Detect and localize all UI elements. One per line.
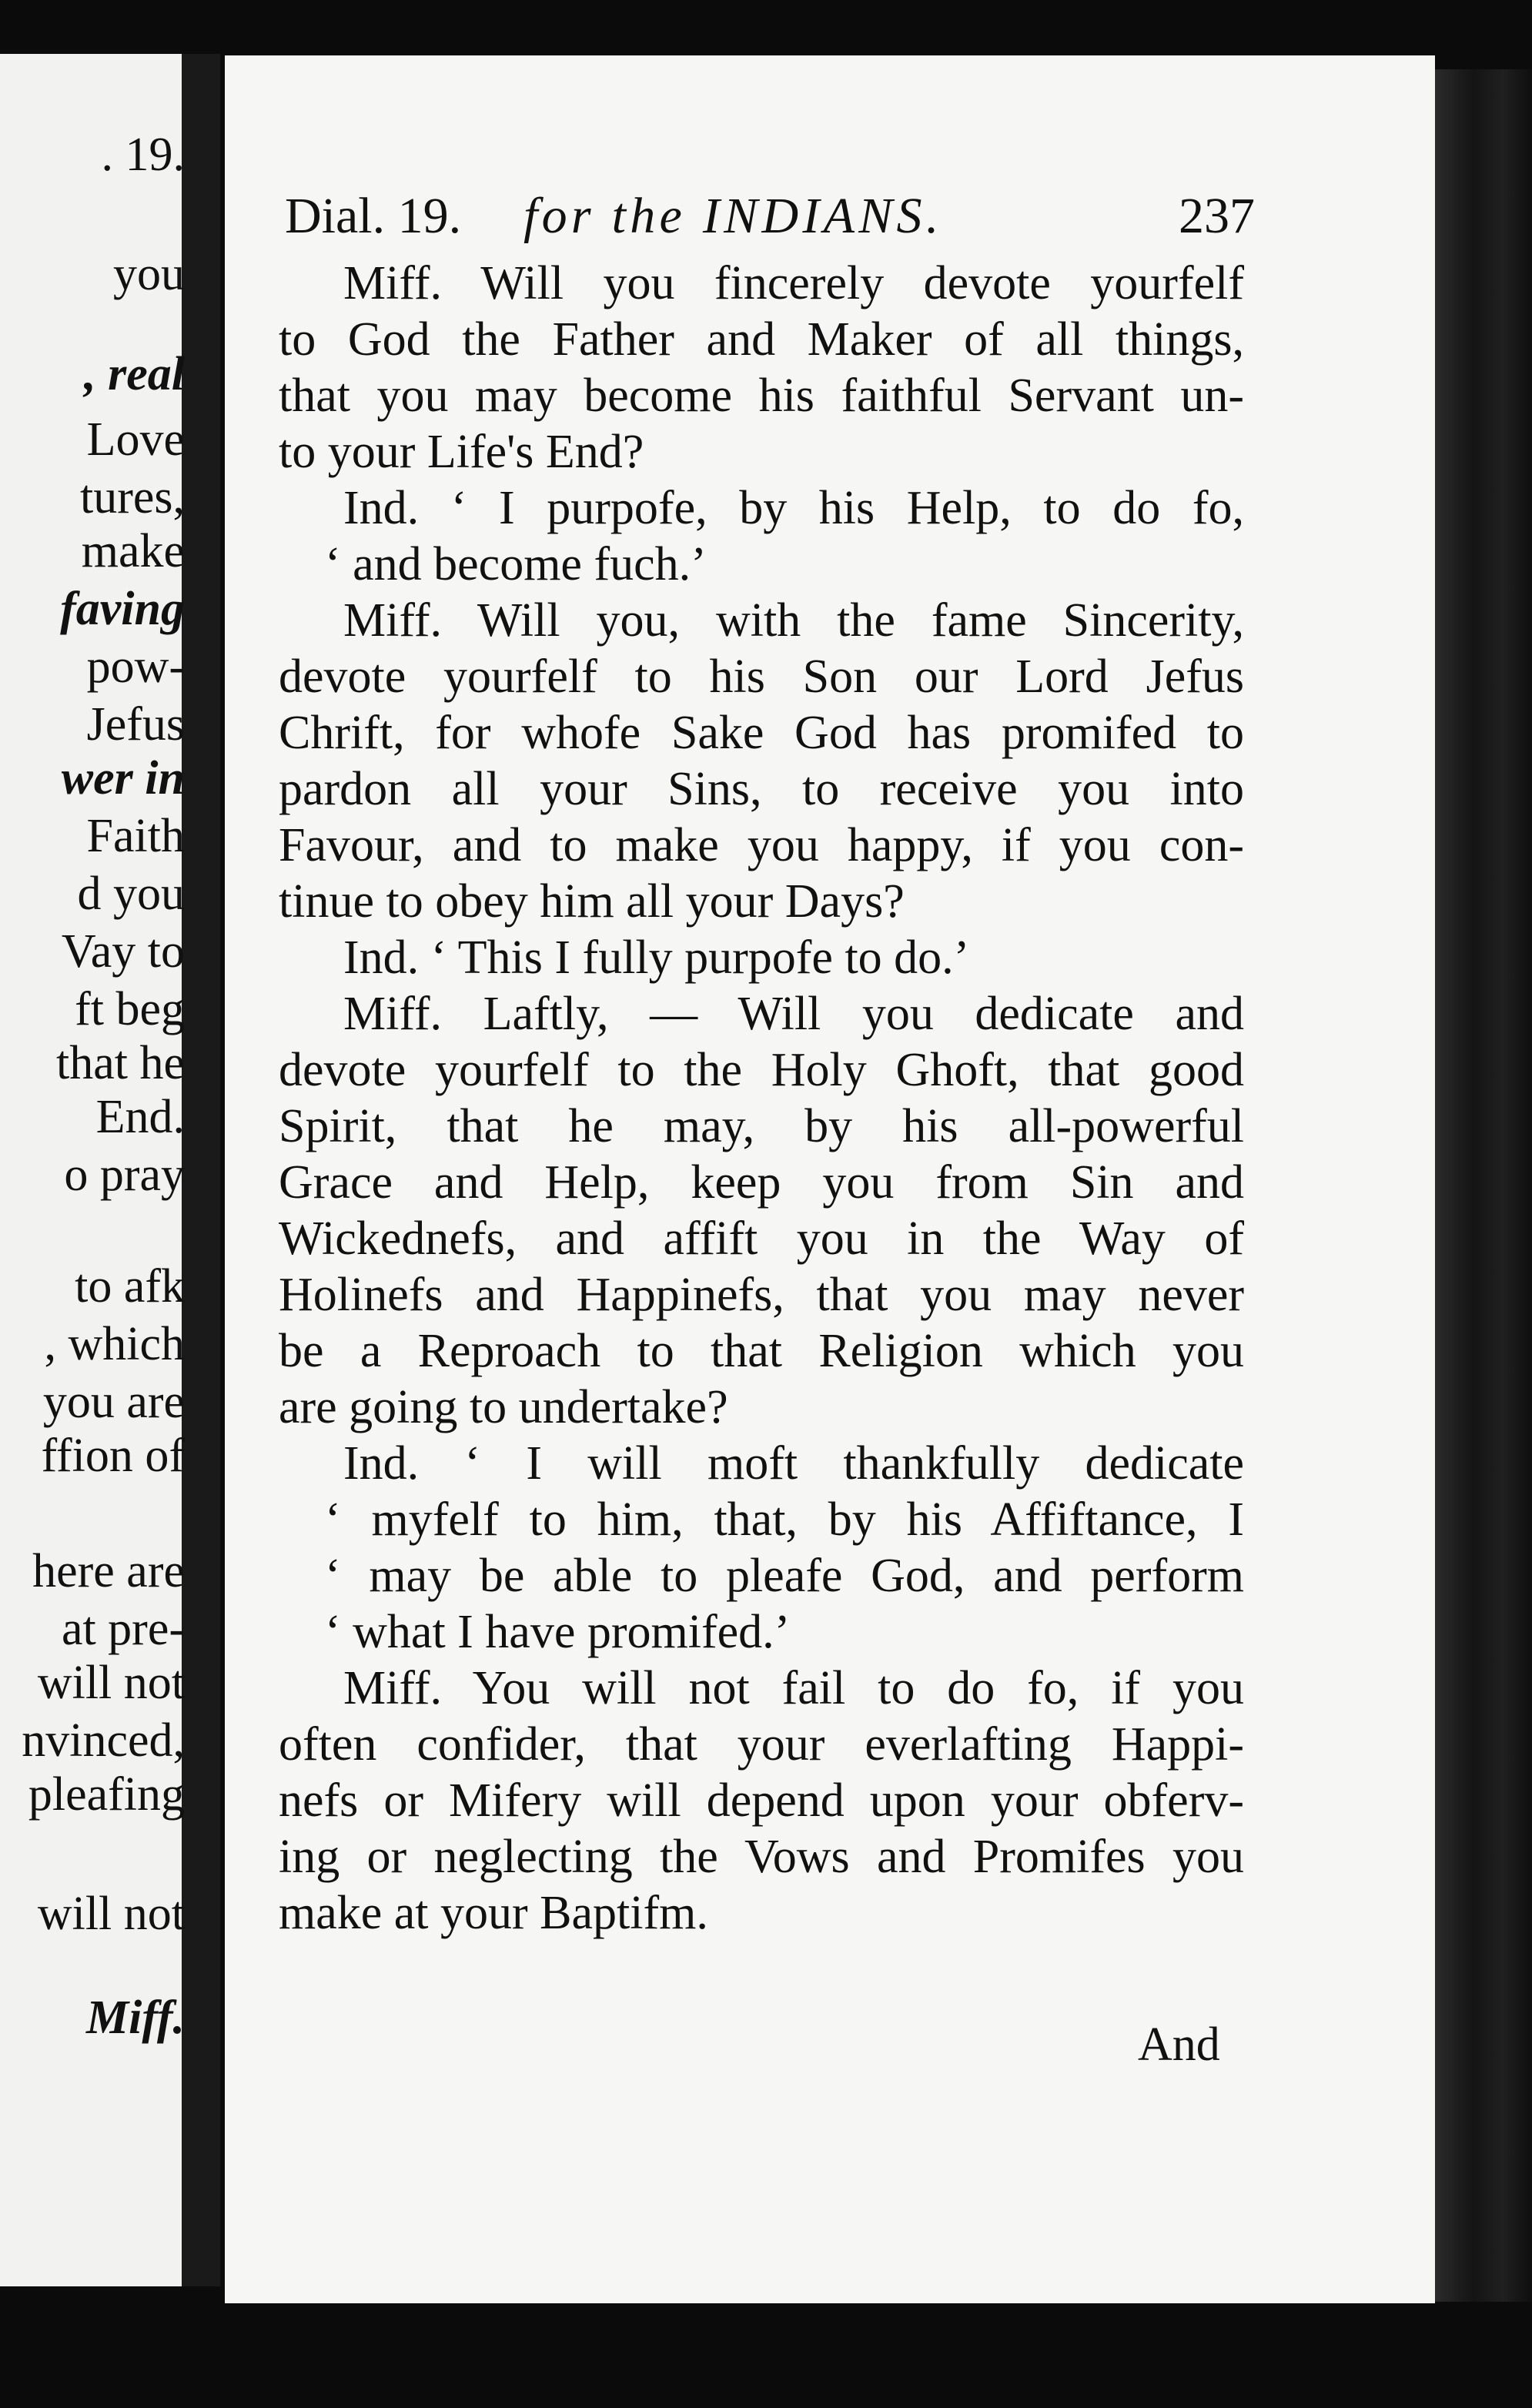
text-line: ‘ and become fuch.’ xyxy=(325,538,707,590)
text-line: to God the Father and Maker of all things, xyxy=(279,313,1244,366)
text-line: Ind. ‘ I will moft thankfully dedicate xyxy=(343,1437,1244,1490)
previous-page-line: tures, xyxy=(79,471,185,523)
text-line: Wickednefs, and affift you in the Way of xyxy=(279,1212,1244,1265)
previous-page-line: Jefus xyxy=(86,698,185,751)
previous-page-line: here are xyxy=(32,1545,185,1597)
body-text xyxy=(279,256,1244,1941)
previous-page-line: will not xyxy=(37,1657,185,1709)
previous-page-line: you are xyxy=(42,1376,185,1428)
dialogue-number: Dial. 19. xyxy=(285,188,462,244)
previous-page-line: Vay to xyxy=(61,925,185,978)
text-line: Grace and Help, keep you from Sin and xyxy=(279,1156,1244,1209)
text-line: Favour, and to make you happy, if you con- xyxy=(279,819,1244,871)
text-line: nefs or Mifery will depend upon your obferv- xyxy=(279,1774,1244,1827)
text-line: devote yourfelf to his Son our Lord Jefus xyxy=(279,650,1244,703)
previous-page-line: pow- xyxy=(86,640,185,693)
text-line: pardon all your Sins, to receive you into xyxy=(279,763,1244,815)
previous-page-line: nvinced, xyxy=(22,1714,185,1767)
text-line: ‘ may be able to pleafe God, and perform xyxy=(325,1550,1244,1602)
text-line: Chrift, for whofe Sake God has promifed to xyxy=(279,707,1244,759)
previous-page-line: make xyxy=(81,525,185,577)
catchword: And xyxy=(1138,2018,1220,2071)
previous-page-line: , which xyxy=(44,1318,185,1370)
text-line: Miff. Laftly, — Will you dedicate and xyxy=(343,988,1244,1040)
previous-page-line: Love xyxy=(86,413,185,466)
previous-page-line: faving xyxy=(60,583,185,635)
text-line: Ind. ‘ I purpofe, by his Help, to do fo, xyxy=(343,482,1244,534)
previous-page-line: you xyxy=(113,248,185,300)
text-line: Spirit, that he may, by his all-powerful xyxy=(279,1100,1244,1152)
previous-page-line: End. xyxy=(95,1091,185,1143)
text-line: to your Life's End? xyxy=(279,426,644,478)
text-line: devote yourfelf to the Holy Ghoft, that good xyxy=(279,1044,1244,1096)
previous-page-line: Miff. xyxy=(85,1992,185,2044)
previous-page-line: pleafing xyxy=(28,1768,185,1821)
previous-page-line: , real xyxy=(84,348,185,400)
text-line: ‘ myfelf to him, that, by his Affiftance, I xyxy=(325,1493,1244,1546)
previous-page-line: Faith xyxy=(86,810,185,862)
page-number: 237 xyxy=(1179,188,1255,244)
previous-page-line: at pre- xyxy=(61,1603,185,1655)
previous-page-line: wer in xyxy=(61,752,185,804)
text-line: Miff. Will you fincerely devote yourfelf xyxy=(343,257,1244,309)
text-line: Miff. You will not fail to do fo, if you xyxy=(343,1662,1244,1714)
text-line: that you may become his faithful Servant un- xyxy=(279,370,1244,422)
previous-page-line: to afk xyxy=(75,1260,185,1313)
previous-page-line: o pray xyxy=(64,1149,185,1201)
text-line: make at your Baptifm. xyxy=(279,1887,708,1939)
text-line: Holinefs and Happinefs, that you may never xyxy=(279,1269,1244,1321)
previous-page-line: that he xyxy=(56,1037,185,1089)
previous-page-line: ffion of xyxy=(41,1430,185,1482)
running-header xyxy=(285,182,1255,251)
text-line: are going to undertake? xyxy=(279,1381,728,1433)
text-line: Ind. ‘ This I fully purpofe to do.’ xyxy=(343,931,970,984)
text-line: ‘ what I have promifed.’ xyxy=(325,1606,791,1658)
text-line: Miff. Will you, with the fame Sincerity, xyxy=(343,594,1244,647)
previous-page-line: ft beg xyxy=(75,983,185,1035)
book-gutter xyxy=(182,54,220,2286)
text-line: be a Reproach to that Religion which you xyxy=(279,1325,1244,1377)
running-title: for the INDIANS. xyxy=(523,188,943,244)
text-line: often confider, that your everlafting Happi- xyxy=(279,1718,1244,1771)
previous-page-line: . 19. xyxy=(101,129,185,181)
text-line: ing or neglecting the Vows and Promifes you xyxy=(279,1831,1244,1883)
text-line: tinue to obey him all your Days? xyxy=(279,875,905,928)
previous-page-line: will not xyxy=(37,1888,185,1940)
page-edge xyxy=(1435,69,1532,2302)
previous-page-line: d you xyxy=(77,868,185,920)
